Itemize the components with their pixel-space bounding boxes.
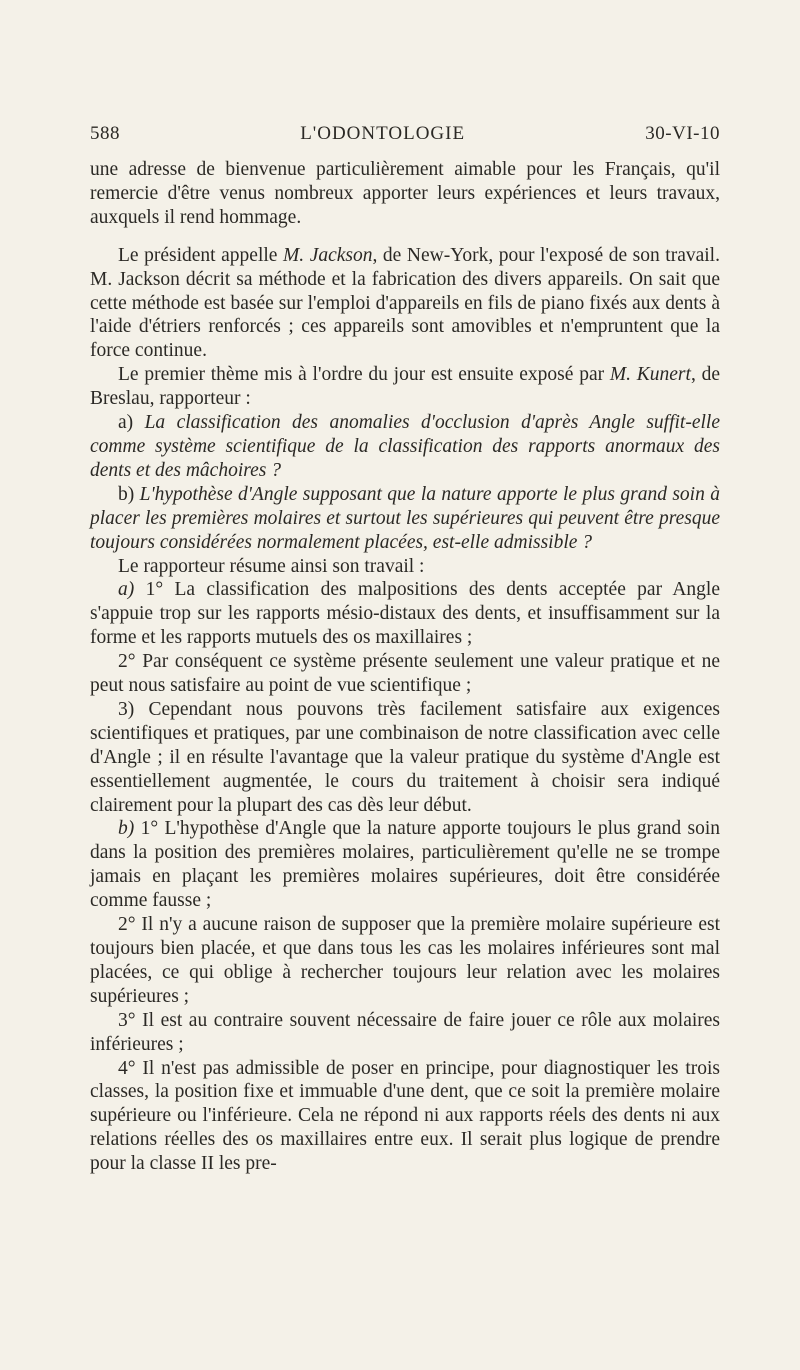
- paragraph-first-theme-rest: , de Breslau, rapporteur :: [90, 364, 720, 410]
- conclusion-b-1-text: 1° L'hypothèse d'Angle que la nature apporte toujours le plus grand soin dans la position des premières molaires, particulièrement qu'elle ne se trompe jamais en plaçant les premières molaires supérieures, doit être considérée comme fausse ;: [90, 818, 720, 912]
- running-header: [90, 122, 720, 158]
- conclusion-a-2: 2° Par conséquent ce système présente seulement une valeur pratique et ne peut nous satisfaire au point de vue scientifique ;: [90, 651, 720, 697]
- question-a-text: La classification des anomalies d'occlusion d'après Angle suffit-elle comme système scientifique de la classification des rapports anormaux des dents et des mâchoires ?: [90, 412, 720, 481]
- conclusion-b-label: b): [118, 818, 135, 840]
- conclusion-b-1: [90, 817, 720, 913]
- speaker-name-jackson: M. Jackson: [283, 244, 373, 266]
- paragraph-first-theme: [90, 363, 720, 411]
- conclusion-a-3: 3) Cependant nous pouvons très facilement satisfaire aux exigences scientifiques et pratiques, par une combinaison de notre classification avec celle d'Angle ; il en résulte l'avantage que la valeur pratique du système d'Angle est essentiellement augmentée, le cours du traitement à choisir sera indiqué clairement pour la plupart des cas dès leur début.: [90, 698, 720, 816]
- paragraph-continuation: une adresse de bienvenue particulièrement aimable pour les Français, qu'il remercie d'être venus nombreux apporter leurs expériences et leurs travaux, auxquels il rend hommage.: [90, 159, 720, 228]
- paragraph-jackson: [90, 244, 720, 364]
- question-a: [90, 411, 720, 483]
- issue-date: 30-VI-10: [645, 123, 720, 144]
- conclusion-b-2: 2° Il n'y a aucune raison de supposer que la première molaire supérieure est toujours bien placée, et que dans tous les cas les molaires inférieures sont mal placées, ce qui oblige à rechercher toujours leur relation avec les molaires supérieures ;: [90, 914, 720, 1007]
- paragraph-summary-intro: Le rapporteur résume ainsi son travail :: [118, 555, 425, 577]
- question-a-label: a): [118, 412, 145, 434]
- paragraph-first-theme-start: Le premier thème mis à l'ordre du jour est ensuite exposé par: [118, 364, 610, 386]
- conclusion-a-label: a): [118, 579, 135, 601]
- paragraph-jackson-rest: , de New-York, pour l'exposé de son travail. M. Jackson décrit sa méthode et la fabrication des divers appareils. On sait que cette méthode est basée sur l'emploi d'appareils en fils de piano fixés aux dents à l'aide d'étriers renforcés ; ces appareils sont amovibles et n'empruntent que la force continue.: [90, 244, 720, 362]
- conclusion-a-1-text: 1° La classification des malpositions des dents acceptée par Angle s'appuie trop sur les rapports mésio-distaux des dents, et insuffisamment sur la forme et les rapports mutuels des os maxillaires ;: [90, 579, 720, 649]
- speaker-name-kunert: M. Kunert: [609, 364, 691, 386]
- question-b-label: b): [118, 483, 140, 505]
- page-number: 588: [90, 123, 120, 144]
- page: [90, 122, 720, 1176]
- question-b-text: L'hypothèse d'Angle supposant que la nature apporte le plus grand soin à placer les premières molaires et surtout les supérieures qui peuvent être presque toujours considérées normalement placées, est-elle admissible ?: [90, 483, 720, 553]
- body-text: [90, 158, 720, 1176]
- question-b: [90, 483, 720, 555]
- journal-title: L'ODONTOLOGIE: [300, 123, 466, 144]
- conclusion-b-3: 3° Il est au contraire souvent nécessaire de faire jouer ce rôle aux molaires inférieures ;: [90, 1009, 720, 1055]
- conclusion-b-4: 4° Il n'est pas admissible de poser en principe, pour diagnostiquer les trois classes, la position fixe et immuable d'une dent, que ce soit la première molaire supérieure ou l'inférieure. Cela ne répond ni aux rapports réels des dents ni aux relations réelles des os maxillaires entre eux. Il serait plus logique de prendre pour la classe II les pre-: [90, 1057, 720, 1175]
- paragraph-jackson-start: Le président appelle: [118, 244, 284, 266]
- conclusion-a-1: [90, 578, 720, 650]
